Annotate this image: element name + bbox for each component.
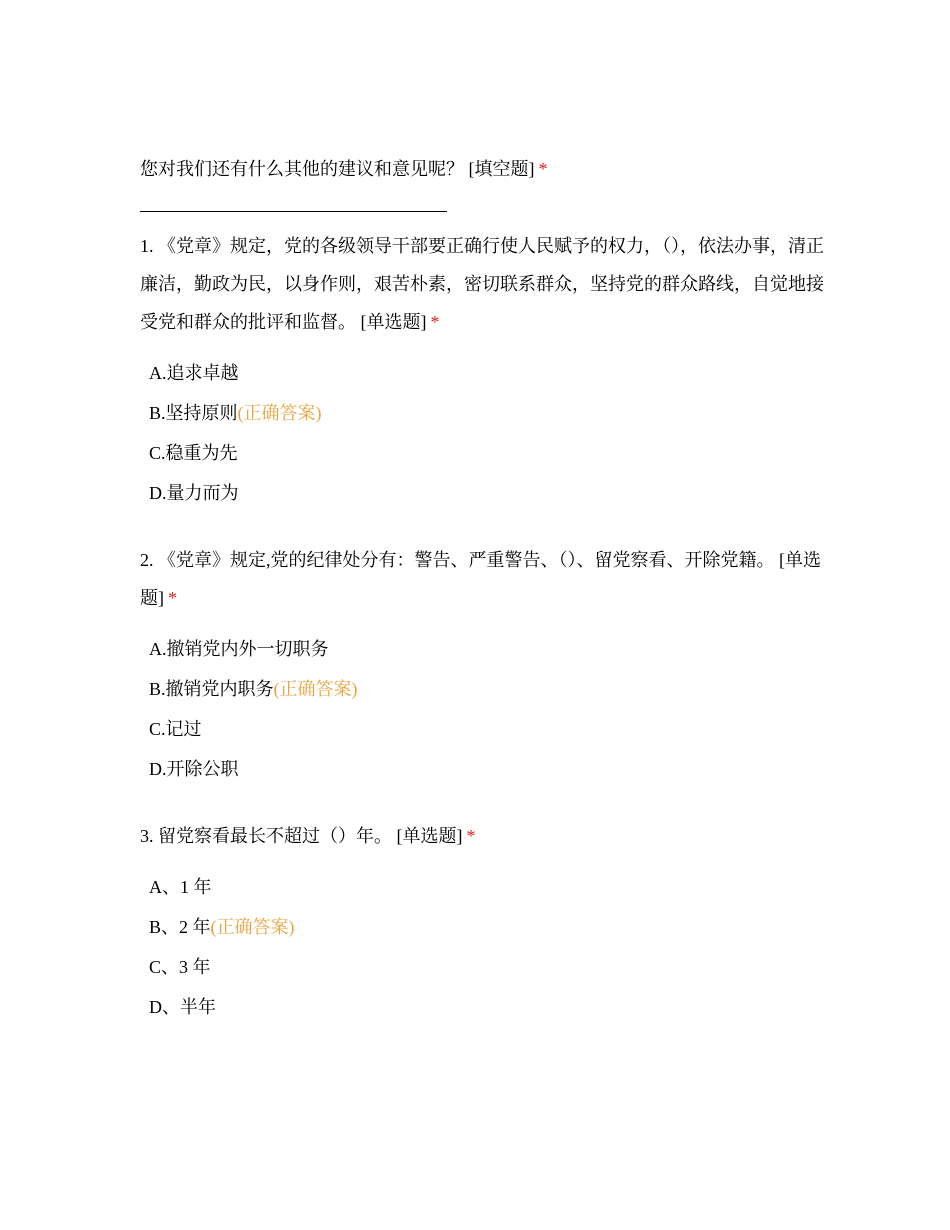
answer-blank-line[interactable] [140,211,447,212]
correct-answer-label: (正确答案) [237,403,322,423]
question-text: 3. 留党察看最长不超过（）年。 [140,826,392,846]
question-2 [140,541,830,789]
question-3 [140,817,830,1027]
question-title [140,150,830,188]
correct-answer-label: (正确答案) [273,679,358,699]
required-mark: * [466,826,476,846]
question-type-tag: [单选题] [140,550,821,608]
option-d[interactable]: D、半年 [149,997,216,1017]
question-text: 2. 《党章》规定,党的纪律处分有：警告、严重警告、（）、留党察看、开除党籍。 [140,550,775,570]
option-list [149,629,830,789]
option-b[interactable]: B、2 年(正确答案) [149,917,295,937]
required-mark: * [538,159,548,179]
option-list [149,867,830,1027]
question-title [140,817,830,855]
option-a[interactable]: A、1 年 [149,877,212,897]
option-c[interactable]: C、3 年 [149,957,211,977]
option-b[interactable]: B.坚持原则(正确答案) [149,403,322,423]
question-fill [140,150,830,212]
question-text: 1. 《党章》规定，党的各级领导干部要正确行使人民赋予的权力，（），依法办事，清正廉洁，勤政为民，以身作则，艰苦朴素，密切联系群众，坚持党的群众路线，自觉地接受党和群众的批评和监督。 [140,236,824,332]
required-mark: * [430,312,440,332]
question-title [140,227,830,341]
required-mark: * [168,588,177,608]
option-list [149,353,830,513]
option-d[interactable]: D.量力而为 [149,483,239,503]
option-c[interactable]: C.稳重为先 [149,443,238,463]
question-type-tag: [填空题] [468,159,535,179]
option-a[interactable]: A.追求卓越 [149,363,239,383]
question-text: 您对我们还有什么其他的建议和意见呢？ [140,159,464,179]
question-type-tag: [单选题] [396,826,463,846]
question-1 [140,227,830,513]
option-a[interactable]: A.撤销党内外一切职务 [149,639,329,659]
option-c[interactable]: C.记过 [149,719,202,739]
option-b[interactable]: B.撤销党内职务(正确答案) [149,679,358,699]
option-d[interactable]: D.开除公职 [149,759,239,779]
correct-answer-label: (正确答案) [210,917,295,937]
question-title [140,541,830,617]
question-type-tag: [单选题] [360,312,427,332]
survey-page [140,150,830,1055]
